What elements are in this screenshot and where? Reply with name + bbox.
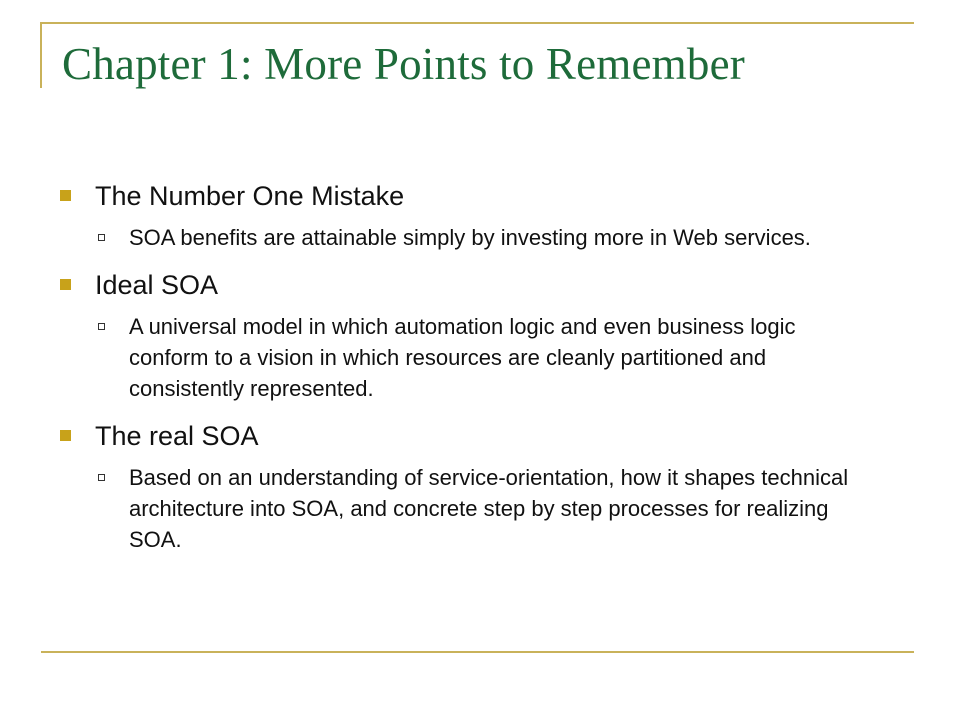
bullet-heading-text: Ideal SOA — [95, 270, 219, 300]
hollow-square-bullet-icon — [98, 323, 105, 330]
slide-title: Chapter 1: More Points to Remember — [62, 39, 745, 89]
square-bullet-icon — [60, 279, 71, 290]
bullet-item-number-one-mistake — [58, 176, 888, 253]
sub-bullet — [129, 311, 888, 404]
bullet-heading — [58, 176, 888, 216]
bullet-heading-text: The Number One Mistake — [95, 181, 405, 211]
bullet-heading — [58, 265, 888, 305]
sub-bullet-text: SOA benefits are attainable simply by investing more in Web services. — [129, 225, 811, 250]
bullet-heading-text: The real SOA — [95, 421, 259, 451]
sub-bullet — [129, 222, 888, 253]
sub-bullet — [129, 462, 888, 555]
frame-left-line — [40, 22, 42, 88]
bullet-heading — [58, 416, 888, 456]
bullet-item-real-soa — [58, 416, 888, 555]
bullet-list — [58, 176, 888, 555]
square-bullet-icon — [60, 430, 71, 441]
hollow-square-bullet-icon — [98, 474, 105, 481]
bullet-item-ideal-soa — [58, 265, 888, 404]
frame-bottom-line — [41, 651, 914, 653]
square-bullet-icon — [60, 190, 71, 201]
sub-bullet-text: Based on an understanding of service-orientation, how it shapes technical architecture into SOA, and concrete step by step processes for realizing SOA. — [129, 465, 849, 552]
sub-bullet-text: A universal model in which automation logic and even business logic conform to a vision in which resources are cleanly partitioned and consistently represented. — [129, 314, 796, 401]
frame-top-line — [41, 22, 914, 24]
hollow-square-bullet-icon — [98, 234, 105, 241]
